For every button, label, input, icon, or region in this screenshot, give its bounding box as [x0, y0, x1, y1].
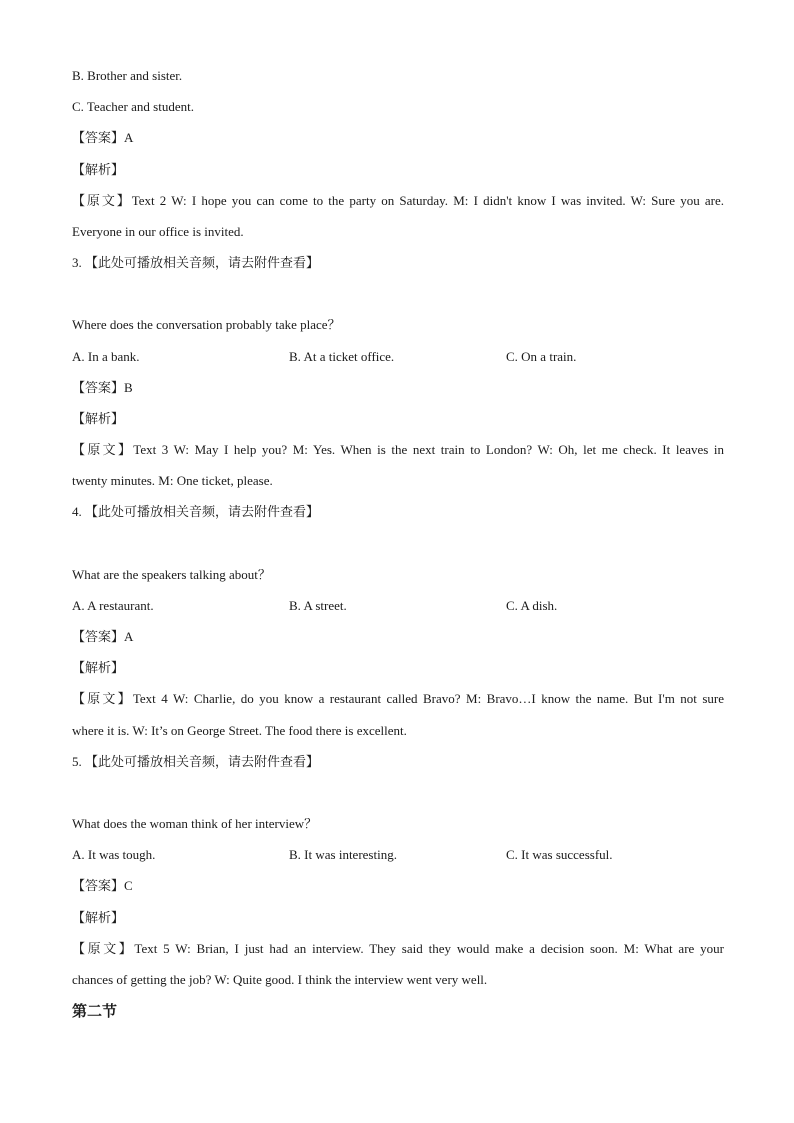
options-q4: [72, 590, 724, 621]
answer-q2: 【答案】A: [72, 130, 134, 146]
original-text-q2-line2: Everyone in our office is invited.: [72, 223, 244, 239]
option-c-q4: C. A dish.: [506, 597, 558, 613]
answer-q4: 【答案】A: [72, 629, 134, 644]
option-b-q2: B. Brother and sister.: [72, 68, 183, 83]
option-c-q2: C. Teacher and student.: [72, 99, 194, 115]
option-b-q3: B. At a ticket office.: [289, 348, 395, 364]
option-b-q5: B. It was interesting.: [289, 847, 397, 863]
original-text-q5-line1: 【原文】Text 5 W: Brian, I just had an interview. They said they would make a decision soon. M: What are your: [72, 940, 724, 956]
option-c-q3: C. On a train.: [506, 348, 577, 364]
audio-note-q4: 4. 【此处可播放相关音频，请去附件查看】: [72, 504, 320, 520]
original-text-q3-line1: 【原文】Text 3 W: May I help you? M: Yes. When is the next train to London? W: Oh, let me check. It leaves in: [72, 442, 724, 458]
option-a-q3: A. In a bank.: [72, 348, 140, 364]
document-page: [72, 60, 724, 1028]
analysis-q2: 【解析】: [72, 161, 125, 177]
options-q5: [72, 839, 724, 870]
original-text-q2-line1: 【原文】Text 2 W: I hope you can come to the party on Saturday. M: I didn't know I was invited. W: Sure you are.: [72, 192, 724, 208]
question-q3: Where does the conversation probably take place？: [72, 317, 341, 333]
option-b-q4: B. A street.: [289, 597, 347, 613]
question-q5: What does the woman think of her interview？: [72, 815, 318, 831]
audio-note-q5: 5. 【此处可播放相关音频，请去附件查看】: [72, 753, 320, 769]
section-title: 第二节: [72, 1004, 118, 1021]
audio-note-q3: 3. 【此处可播放相关音频，请去附件查看】: [72, 255, 320, 271]
answer-q5: 【答案】C: [72, 878, 133, 894]
option-a-q5: A. It was tough.: [72, 847, 156, 863]
question-q4: What are the speakers talking about？: [72, 566, 271, 582]
options-q3: [72, 341, 724, 372]
analysis-q3: 【解析】: [72, 410, 125, 426]
analysis-q5: 【解析】: [72, 909, 125, 925]
answer-q3: 【答案】B: [72, 379, 133, 395]
original-text-q4-line2: where it is. W: It’s on George Street. The food there is excellent.: [72, 722, 407, 738]
original-text-q5-line2: chances of getting the job? W: Quite good. I think the interview went very well.: [72, 971, 488, 987]
option-a-q4: A. A restaurant.: [72, 597, 154, 613]
original-text-q3-line2: twenty minutes. M: One ticket, please.: [72, 473, 273, 489]
original-text-q4-line1: 【原文】Text 4 W: Charlie, do you know a restaurant called Bravo? M: Bravo…I know the name. But I'm not sure: [72, 691, 724, 707]
analysis-q4: 【解析】: [72, 660, 125, 676]
option-c-q5: C. It was successful.: [506, 847, 613, 863]
